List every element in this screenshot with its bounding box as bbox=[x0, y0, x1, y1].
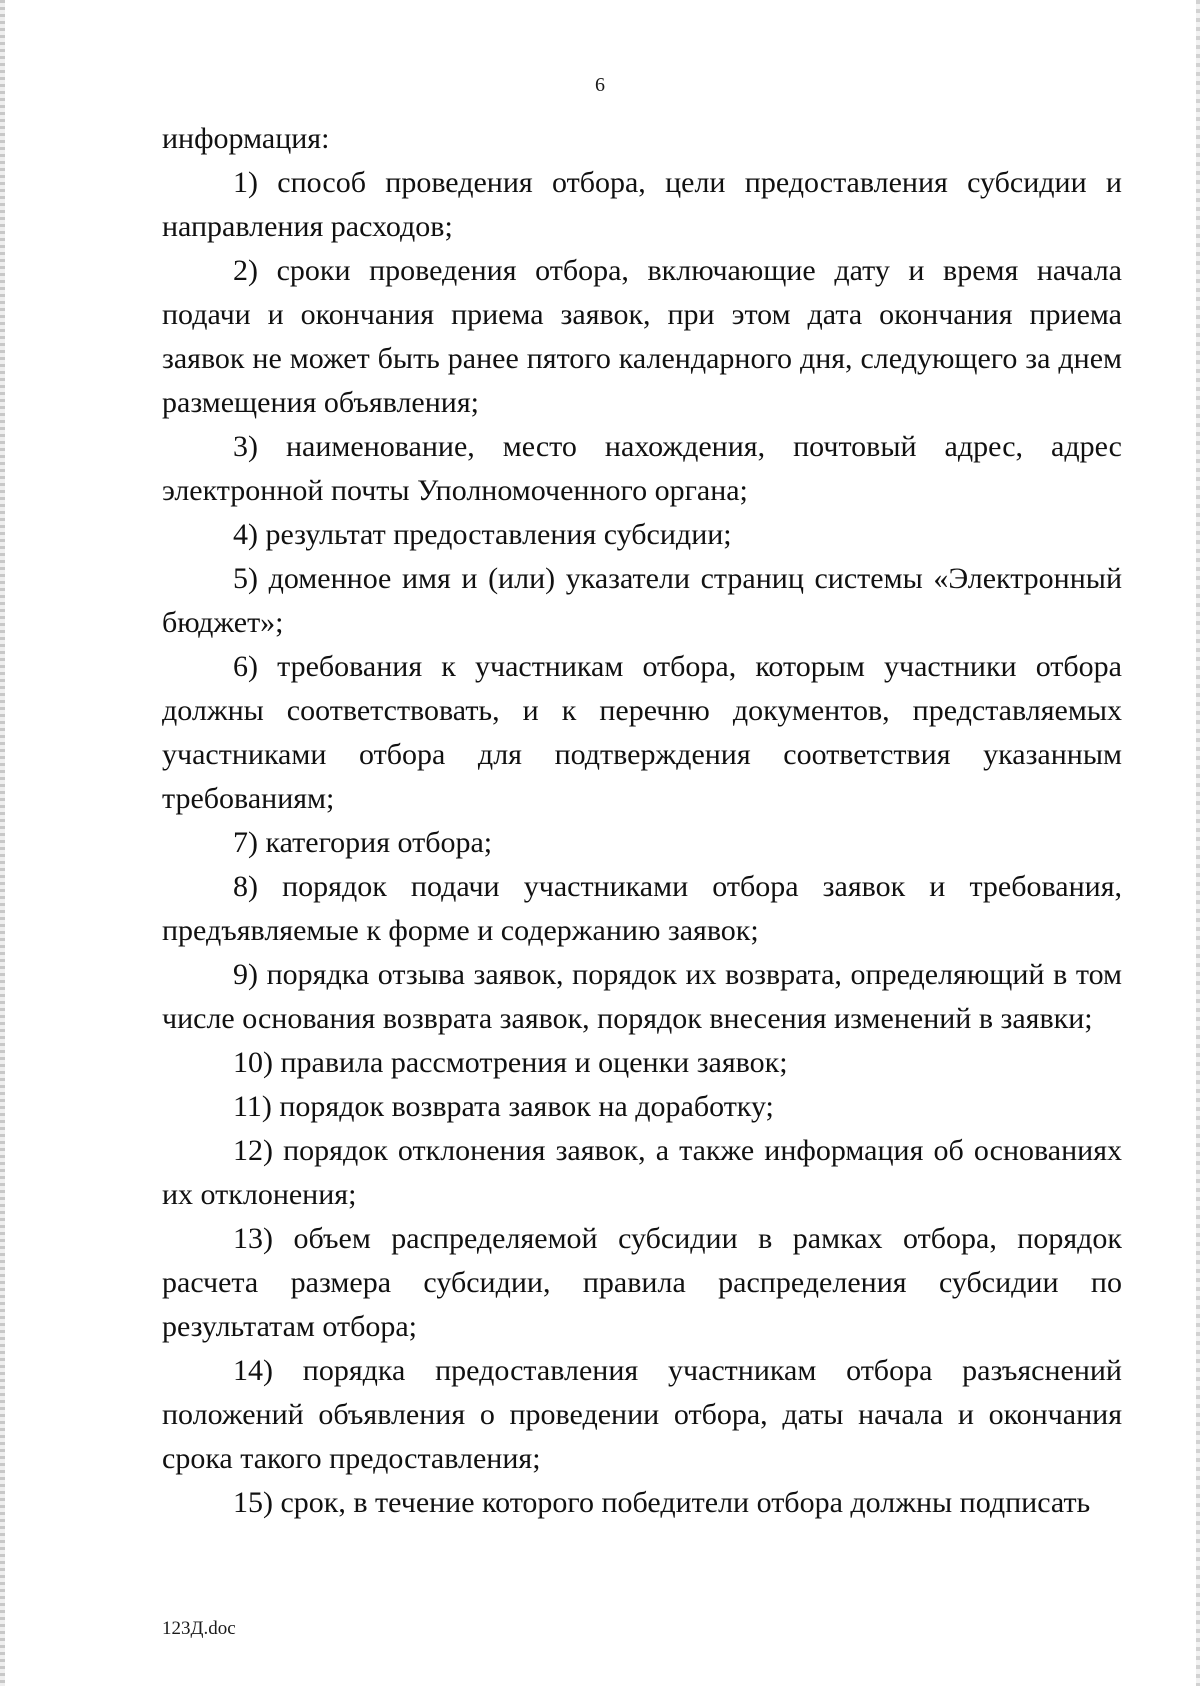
scan-edge-left bbox=[0, 0, 5, 1686]
list-item-7: 7) категория отбора; bbox=[233, 826, 493, 859]
list-item-9: 9) порядка отзыва заявок, порядок их возврата, определяющий в том числе основания возврата заявок, порядок внесения изменений в заявки; bbox=[162, 958, 1122, 1035]
list-item-5: 5) доменное имя и (или) указатели страниц системы «Электронный бюджет»; bbox=[162, 562, 1122, 639]
page-number: 6 bbox=[595, 74, 605, 96]
list-item-4: 4) результат предоставления субсидии; bbox=[233, 518, 732, 551]
list-item-11: 11) порядок возврата заявок на доработку; bbox=[233, 1090, 774, 1123]
footer-file-name: 123Д.doc bbox=[162, 1618, 236, 1639]
list-item-8: 8) порядок подачи участниками отбора заявок и требования, предъявляемые к форме и содержанию заявок; bbox=[162, 870, 1122, 947]
list-item-14: 14) порядка предоставления участникам отбора разъяснений положений объявления о проведении отбора, даты начала и окончания срока такого предоставления; bbox=[162, 1354, 1122, 1475]
paragraph-intro: информация: bbox=[162, 122, 330, 155]
list-item-13: 13) объем распределяемой субсидии в рамках отбора, порядок расчета размера субсидии, правила распределения субсидии по результатам отбора; bbox=[162, 1222, 1122, 1343]
list-item-1: 1) способ проведения отбора, цели предоставления субсидии и направления расходов; bbox=[162, 166, 1122, 243]
list-item-12: 12) порядок отклонения заявок, а также информация об основаниях их отклонения; bbox=[162, 1134, 1122, 1211]
document-body bbox=[162, 117, 1122, 1525]
scan-edge-right bbox=[1196, 0, 1200, 1686]
list-item-6: 6) требования к участникам отбора, которым участники отбора должны соответствовать, и к перечню документов, представляемых участниками отбора для подтверждения соответствия указанным требованиям; bbox=[162, 650, 1122, 815]
list-item-15: 15) срок, в течение которого победители отбора должны подписать bbox=[233, 1486, 1091, 1519]
list-item-10: 10) правила рассмотрения и оценки заявок; bbox=[233, 1046, 788, 1079]
list-item-3: 3) наименование, место нахождения, почтовый адрес, адрес электронной почты Уполномоченного органа; bbox=[162, 430, 1122, 507]
list-item-2: 2) сроки проведения отбора, включающие дату и время начала подачи и окончания приема заявок, при этом дата окончания приема заявок не может быть ранее пятого календарного дня, следующего за днем размещения объявления; bbox=[162, 254, 1122, 419]
